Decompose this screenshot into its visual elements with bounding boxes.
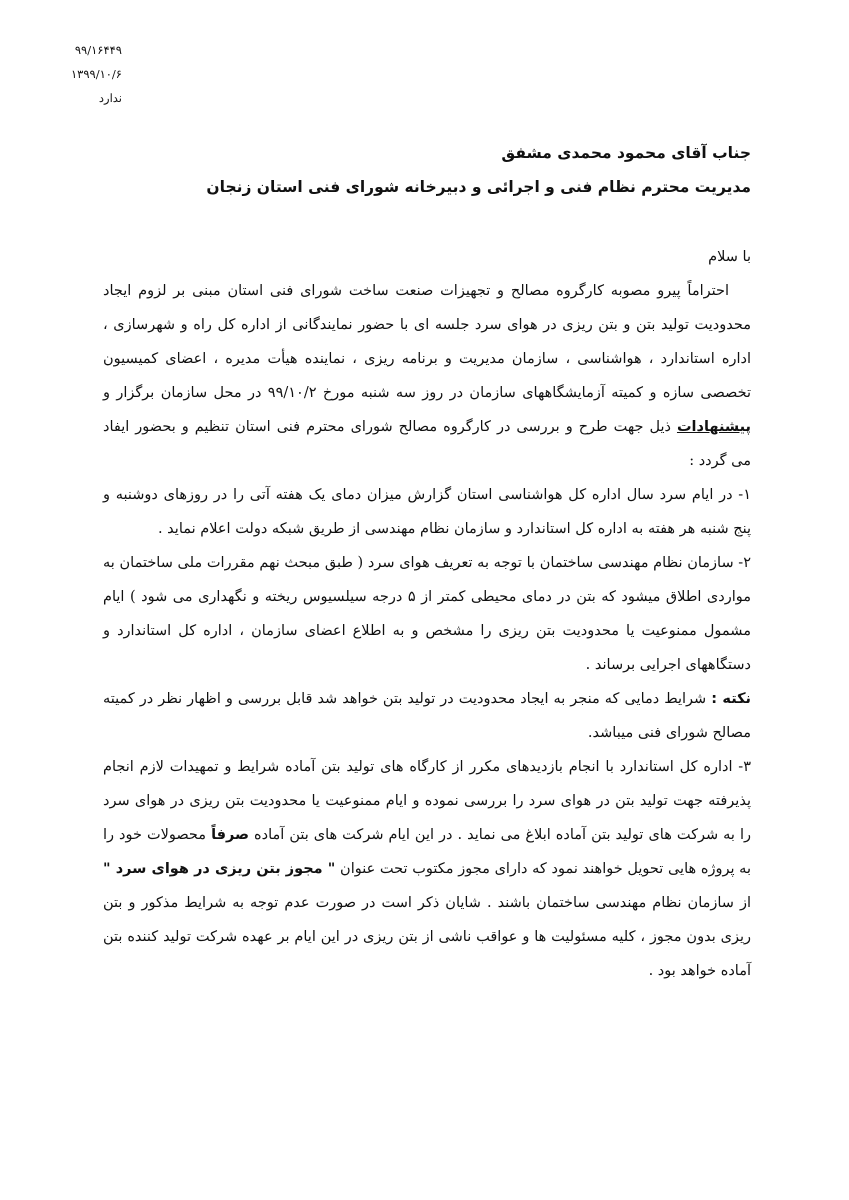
letter-meta — [62, 38, 122, 110]
letter-body — [103, 240, 751, 988]
intro-emphasis: پیشنهادات — [676, 419, 752, 435]
addressee-name: جناب آقای محمود محمدی مشفق — [501, 144, 751, 162]
intro-text-after: ذیل جهت طرح و بررسی در کارگروه مصالح شورای محترم فنی استان تنظیم و بحضور ایفاد می گردد : — [103, 419, 751, 469]
item-3-part1: ۳- اداره کل استاندارد با انجام بازدیدهای مکرر از کارگاه های تولید بتن آماده شرایط و تمهیدات لازم انجام پذیرفته جهت تولید بتن در هوای سرد را بررسی نموده و ایام ممنوعیت یا محدودیت بتن ریزی در هوای سرد را به شرکت های تولید بتن آماده ابلاغ می نماید . در این ایام شرکت های بتن آماده — [103, 759, 751, 843]
item-3-part2: محصولات خود را به پروژه هایی تحویل خواهند نمود که دارای مجوز مکتوب تحت عنوان — [103, 827, 751, 877]
intro-paragraph — [103, 274, 751, 478]
item-3-emphasis1: صرفاً — [211, 827, 250, 843]
note-text: شرایط دمایی که منجر به ایجاد محدودیت در تولید بتن خواهد شد قابل بررسی و اظهار نظر در کمیته مصالح شورای فنی میباشد. — [103, 691, 751, 741]
item-2: ۲- سازمان نظام مهندسی ساختمان با توجه به تعریف هوای سرد ( طبق مبحث نهم مقررات ملی ساختمان به مواردی اطلاق میشود که بتن در دمای محیطی کمتر از ۵ درجه سیلسیوس ریخته و نگهداری می شود ) ایام مشمول ممنوعیت یا محدودیت بتن ریزی را مشخص و به اطلاع اعضای سازمان ، اداره کل استاندارد و دستگاههای اجرایی برساند . — [103, 555, 751, 673]
intro-text-before: احتراماً پیرو مصوبه کارگروه مصالح و تجهیزات صنعت ساخت شورای فنی استان مبنی بر لزوم ایجاد محدودیت تولید بتن و بتن ریزی در هوای سرد جلسه ای با حضور نمایندگانی از اداره کل راه و شهرسازی ، اداره استاندارد ، هواشناسی ، سازمان مدیریت و برنامه ریزی ، نماینده هیأت مدیره ، اعضای کمیسیون تخصصی سازه و کمیته آزمایشگاههای سازمان در روز سه شنبه مورخ ۹۹/۱۰/۲ در محل سازمان برگزار و — [103, 283, 751, 401]
letter-number: ۹۹/۱۶۴۴۹ — [74, 43, 122, 57]
item-3 — [103, 750, 751, 988]
greeting: با سلام — [708, 249, 751, 265]
item-1: ۱- در ایام سرد سال اداره کل هواشناسی استان گزارش میزان دمای یک هفته آتی را در روزهای دوشنبه و پنج شنبه هر هفته به اداره کل استاندارد و سازمان نظام مهندسی از طریق شبکه دولت اعلام نماید . — [103, 487, 751, 537]
addressee-title: مدیریت محترم نظام فنی و اجرائی و دبیرخانه شورای فنی استان زنجان — [206, 178, 751, 196]
letter-attachment: ندارد — [98, 91, 122, 105]
note-paragraph — [103, 682, 751, 750]
item-3-emphasis2: " مجوز بتن ریزی در هوای سرد " — [103, 861, 336, 877]
item-3-part3: از سازمان نظام مهندسی ساختمان باشند . شایان ذکر است در صورت عدم توجه به شرایط مذکور و بتن ریزی بدون مجوز ، کلیه مسئولیت ها و عواقب ناشی از بتن ریزی در این ایام بر عهده شرکت تولید کننده بتن آماده خواهد بود . — [103, 895, 751, 979]
letter-date: ۱۳۹۹/۱۰/۶ — [71, 67, 122, 81]
note-label: نکته : — [711, 691, 752, 707]
